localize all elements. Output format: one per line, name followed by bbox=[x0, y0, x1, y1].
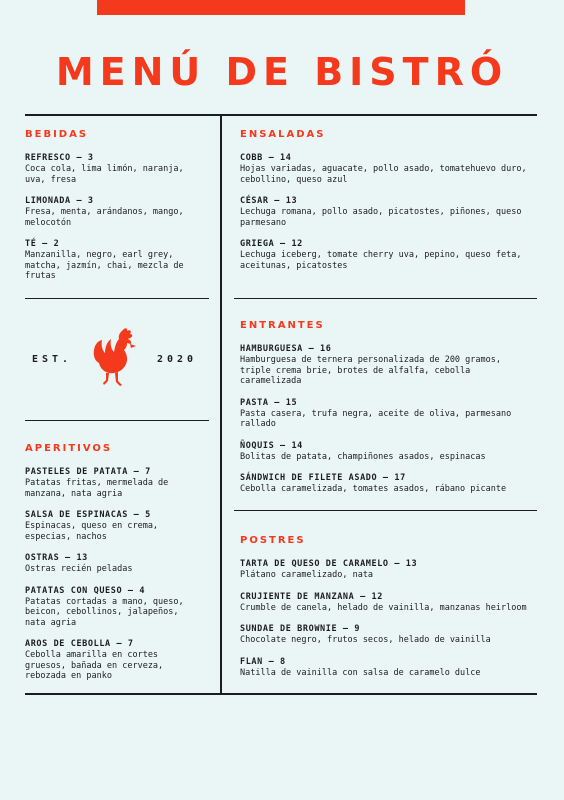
item-name: SUNDAE DE BROWNIE – 9 bbox=[240, 624, 361, 634]
menu-item bbox=[240, 592, 540, 614]
menu-item bbox=[25, 239, 215, 282]
item-description: Ostras recién peladas bbox=[25, 564, 133, 574]
item-description: Natilla de vainilla con salsa de caramelo dulce bbox=[240, 667, 481, 678]
item-description: Lechuga iceberg, tomate cherry uva, pepino, queso feta, bbox=[240, 250, 522, 260]
menu-item bbox=[240, 657, 540, 679]
item-description: triple crema brie, brotes de alfalfa, cebolla bbox=[240, 365, 471, 376]
menu-item bbox=[240, 398, 540, 430]
year-label: 2020 bbox=[157, 354, 198, 365]
right-divider-top bbox=[234, 298, 537, 299]
menu-item bbox=[25, 196, 215, 228]
item-name: SALSA DE ESPINACAS – 5 bbox=[25, 510, 151, 520]
item-description: rebozada en panko bbox=[25, 671, 112, 681]
item-description: especias, nachos bbox=[25, 531, 107, 542]
item-description: cebollino, queso azul bbox=[240, 174, 348, 185]
item-name: OSTRAS – 13 bbox=[25, 553, 88, 563]
item-name: TARTA DE QUESO DE CARAMELO – 13 bbox=[240, 559, 418, 569]
menu-item bbox=[240, 344, 540, 387]
section-aperitivos bbox=[25, 443, 215, 693]
section-title: BEBIDAS bbox=[25, 129, 89, 140]
menu-item bbox=[240, 559, 540, 581]
left-divider-top bbox=[25, 298, 209, 299]
menu-item bbox=[240, 624, 540, 646]
item-name: HAMBURGUESA – 16 bbox=[240, 344, 332, 354]
section-title: APERITIVOS bbox=[25, 443, 113, 454]
item-description: parmesano bbox=[240, 217, 287, 228]
item-name: TÉ – 2 bbox=[25, 239, 60, 249]
item-description: gruesos, bañada en cerveza, bbox=[25, 660, 164, 671]
item-description: Manzanilla, negro, earl grey, bbox=[25, 250, 174, 260]
item-name: REFRESCO – 3 bbox=[25, 153, 94, 163]
item-description: Bolitas de patata, champiñones asados, espinacas bbox=[240, 451, 486, 462]
item-description: beicon, cebollinos, jalapeños, bbox=[25, 607, 179, 617]
item-description: Fresa, menta, arándanos, mango, bbox=[25, 207, 184, 217]
section-title: ENSALADAS bbox=[240, 129, 326, 140]
section-title: ENTRANTES bbox=[240, 320, 325, 331]
rooster-icon bbox=[90, 327, 142, 389]
section-postres bbox=[240, 535, 540, 689]
right-divider-bottom bbox=[234, 510, 537, 511]
item-description: manzana, nata agria bbox=[25, 488, 123, 499]
menu-item bbox=[25, 586, 215, 629]
item-name: FLAN – 8 bbox=[240, 656, 286, 667]
item-description: Plátano caramelizado, nata bbox=[240, 570, 374, 580]
item-name: GRIEGA – 12 bbox=[240, 239, 303, 249]
item-name: AROS DE CEBOLLA – 7 bbox=[25, 639, 134, 649]
menu-item bbox=[25, 467, 215, 499]
item-description: Crumble de canela, helado de vainilla, manzanas heirloom bbox=[240, 602, 527, 613]
item-name: CÉSAR – 13 bbox=[240, 196, 298, 206]
item-description: Pasta casera, trufa negra, aceite de oliva, parmesano bbox=[240, 408, 512, 419]
menu-item bbox=[25, 153, 215, 185]
item-description: Hojas variadas, aguacate, pollo asado, tomatehuevo duro, bbox=[240, 164, 527, 174]
menu-title: MENÚ DE BISTRÓ bbox=[55, 50, 509, 94]
item-description: Cebolla caramelizada, tomates asados, rábano picante bbox=[240, 484, 507, 494]
item-description: Cebolla amarilla en cortes bbox=[25, 650, 159, 660]
item-description: rallado bbox=[240, 419, 276, 429]
item-description: melocotón bbox=[25, 217, 72, 228]
item-description: Chocolate negro, frutos secos, helado de vainilla bbox=[240, 635, 491, 645]
item-description: frutas bbox=[25, 271, 56, 281]
menu-item bbox=[25, 510, 215, 542]
menu-item bbox=[240, 473, 540, 495]
section-bebidas bbox=[25, 129, 215, 293]
item-description: caramelizada bbox=[240, 376, 302, 386]
section-title: POSTRES bbox=[240, 535, 306, 546]
column-divider bbox=[220, 115, 222, 695]
item-name: CRUJIENTE DE MANZANA – 12 bbox=[240, 591, 383, 602]
est-label: EST. bbox=[32, 354, 73, 365]
item-name: PASTA – 15 bbox=[240, 397, 298, 408]
menu-item bbox=[25, 639, 215, 682]
section-entrantes bbox=[240, 320, 540, 506]
item-description: Patatas cortadas a mano, queso, bbox=[25, 596, 184, 607]
item-name: SÁNDWICH DE FILETE ASADO – 17 bbox=[240, 473, 406, 483]
item-description: Coca cola, lima limón, naranja, bbox=[25, 164, 184, 174]
menu-item bbox=[240, 441, 540, 463]
item-name: COBB – 14 bbox=[240, 153, 292, 163]
item-description: Hamburguesa de ternera personalizada de 200 gramos, bbox=[240, 355, 501, 365]
item-description: Lechuga romana, pollo asado, picatostes, piñones, queso bbox=[240, 207, 522, 217]
item-name: PATATAS CON QUESO – 4 bbox=[25, 585, 146, 596]
menu-item bbox=[240, 196, 540, 228]
item-description: Espinacas, queso en crema, bbox=[25, 521, 159, 531]
item-description: matcha, jazmín, chai, mezcla de bbox=[25, 260, 184, 271]
header-divider bbox=[25, 114, 537, 116]
item-name: LIMONADA – 3 bbox=[25, 196, 94, 206]
item-name: ÑOQUIS – 14 bbox=[240, 440, 303, 451]
footer-divider bbox=[25, 693, 537, 695]
menu-item bbox=[240, 239, 540, 271]
top-accent-bar bbox=[97, 0, 465, 15]
menu-item bbox=[240, 153, 540, 185]
item-name: PASTELES DE PATATA – 7 bbox=[25, 467, 151, 477]
item-description: nata agria bbox=[25, 617, 77, 628]
section-ensaladas bbox=[240, 129, 540, 282]
item-description: aceitunas, picatostes bbox=[240, 260, 348, 271]
item-description: Patatas fritas, mermelada de bbox=[25, 478, 169, 488]
menu-item bbox=[25, 553, 215, 575]
item-description: uva, fresa bbox=[25, 174, 77, 185]
left-divider-bottom bbox=[25, 420, 209, 421]
